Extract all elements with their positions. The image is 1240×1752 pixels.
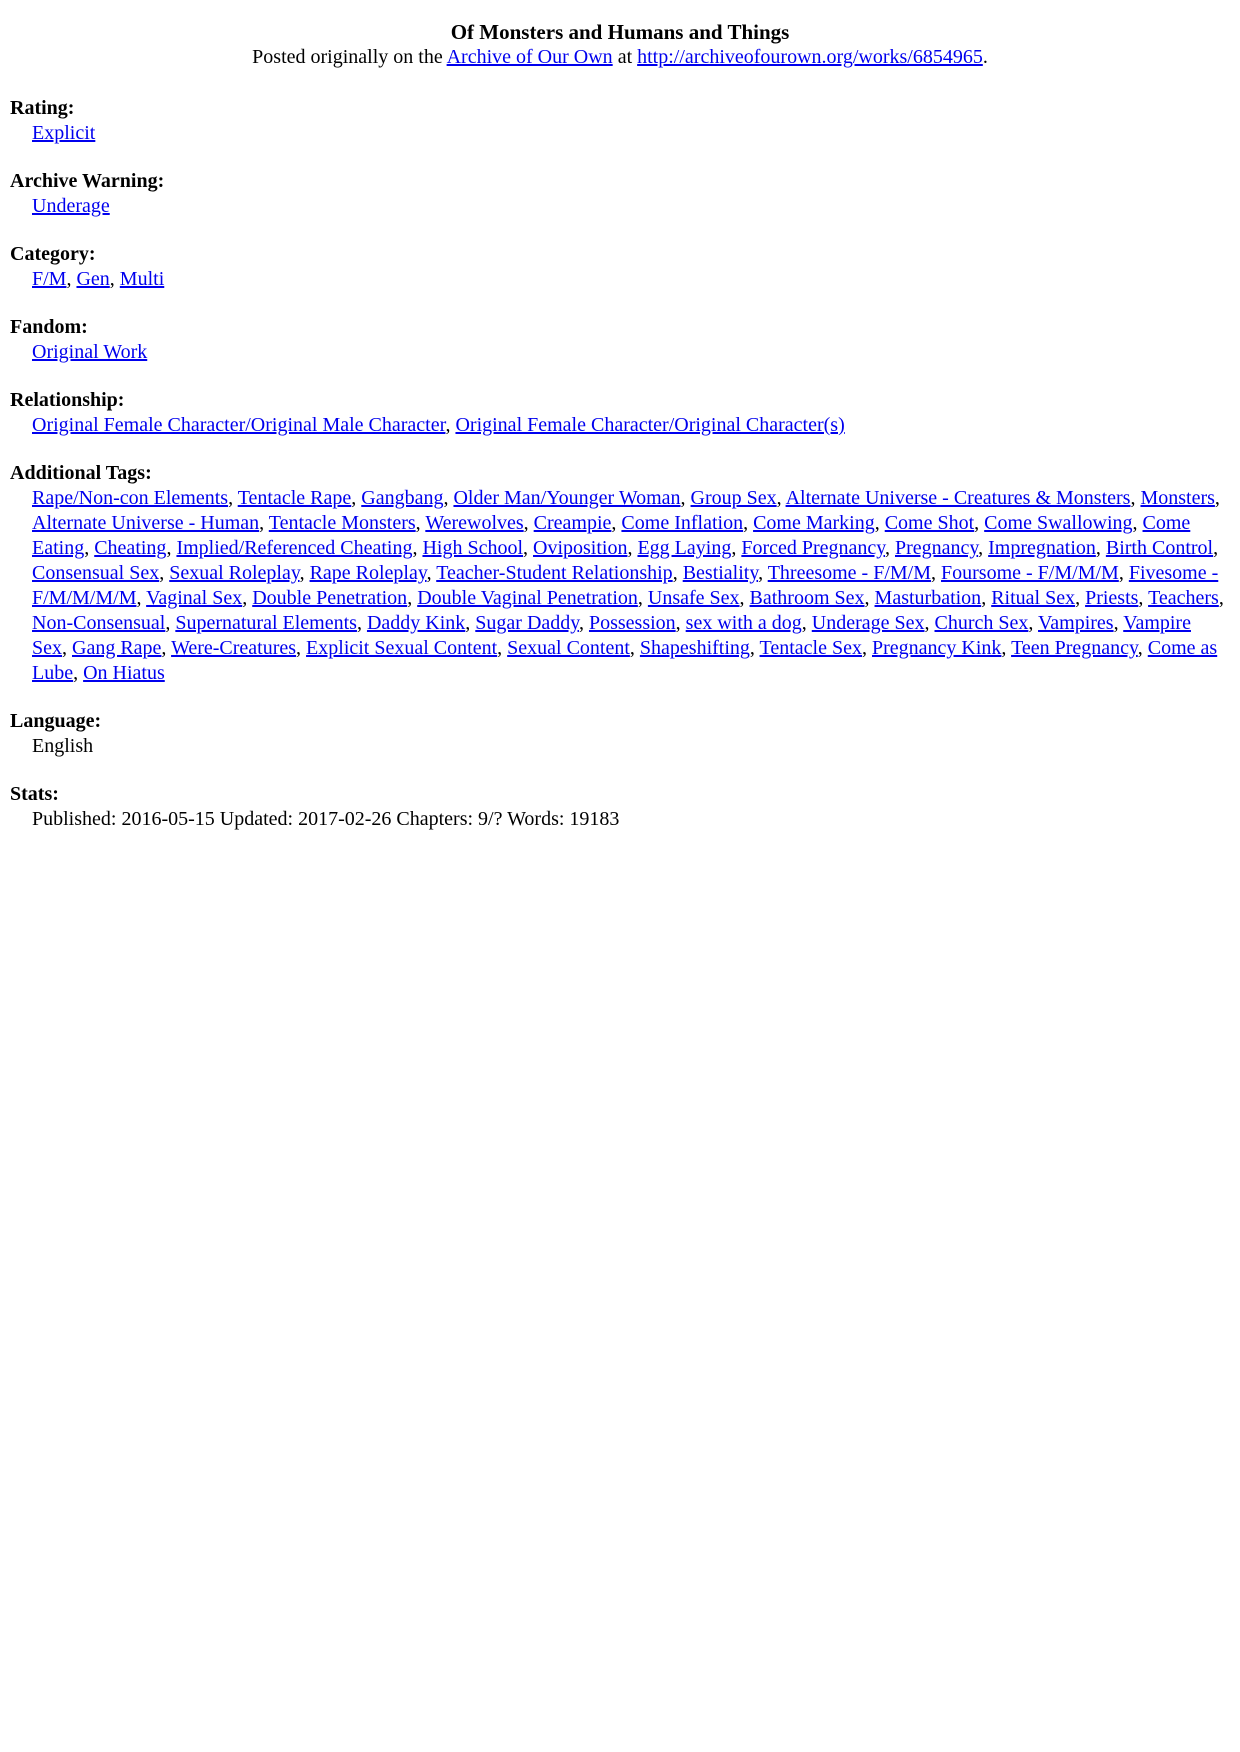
tag-link[interactable]: Vampires — [1038, 612, 1114, 634]
tag-link[interactable]: Masturbation — [874, 587, 982, 609]
meta-value — [32, 340, 1230, 365]
tag-link[interactable]: Pregnancy — [895, 537, 979, 559]
work-title: Of Monsters and Humans and Things — [450, 20, 790, 44]
tag-link[interactable]: Double Vaginal Penetration — [417, 587, 638, 609]
meta-label: Fandom: — [10, 316, 88, 338]
tag-link[interactable]: Threesome - F/M/M — [767, 562, 932, 584]
tag-link[interactable]: Impregnation — [988, 537, 1096, 559]
tag-link[interactable]: Werewolves — [425, 512, 524, 534]
tag-link[interactable]: Sugar Daddy — [475, 612, 579, 634]
tag-link[interactable]: Creampie — [533, 512, 612, 534]
meta-label: Category: — [10, 243, 96, 265]
tag-link[interactable]: Daddy Kink — [366, 612, 466, 634]
meta-text: Published: 2016-05-15 Updated: 2017-02-26 Chapters: 9/? Words: 19183 — [32, 808, 620, 830]
tag-link[interactable]: Unsafe Sex — [647, 587, 740, 609]
tag-link[interactable]: Alternate Universe - Creatures & Monsters — [785, 487, 1131, 509]
meta-text: English — [32, 735, 94, 757]
tag-link[interactable]: Tentacle Rape — [237, 487, 352, 509]
tag-link[interactable]: Come as Lube — [32, 637, 1218, 684]
tag-link[interactable]: High School — [422, 537, 524, 559]
work-meta-list — [10, 96, 1230, 832]
tag-link[interactable]: Come Shot — [884, 512, 975, 534]
tag-link[interactable]: Cheating — [94, 537, 167, 559]
meta-value — [32, 734, 1230, 759]
tag-link[interactable]: Possession — [588, 612, 676, 634]
tag-link[interactable]: Original Female Character/Original Male Character — [32, 414, 446, 436]
tag-link[interactable]: Gangbang — [361, 487, 444, 509]
tag-link[interactable]: Pregnancy Kink — [872, 637, 1002, 659]
tag-link[interactable]: Gen — [76, 268, 110, 290]
tag-link[interactable]: Come Swallowing — [984, 512, 1133, 534]
tag-link[interactable]: Supernatural Elements — [175, 612, 357, 634]
tag-link[interactable]: Come Inflation — [621, 512, 744, 534]
meta-label: Stats: — [10, 783, 59, 805]
tag-link[interactable]: Underage Sex — [811, 612, 925, 634]
tag-link[interactable]: Priests — [1085, 587, 1139, 609]
tag-link[interactable]: On Hiatus — [83, 662, 165, 684]
tag-link[interactable]: Sexual Roleplay — [169, 562, 300, 584]
meta-value — [32, 807, 1230, 832]
meta-label: Rating: — [10, 97, 75, 119]
tag-link[interactable]: Teacher-Student Relationship — [436, 562, 673, 584]
tag-link[interactable]: Forced Pregnancy — [741, 537, 885, 559]
tag-link[interactable]: Explicit — [32, 122, 96, 144]
tag-link[interactable]: Double Penetration — [252, 587, 408, 609]
meta-value — [32, 121, 1230, 146]
meta-label: Archive Warning: — [10, 170, 165, 192]
tag-link[interactable]: Rape Roleplay — [309, 562, 427, 584]
tag-link[interactable]: Vampire Sex — [32, 612, 1191, 659]
meta-label: Language: — [10, 710, 102, 732]
tag-link[interactable]: Monsters — [1140, 487, 1215, 509]
meta-value — [32, 194, 1230, 219]
tag-link[interactable]: Group Sex — [690, 487, 777, 509]
tag-link[interactable]: F/M — [32, 268, 67, 290]
meta-label: Relationship: — [10, 389, 125, 411]
tag-link[interactable]: Oviposition — [533, 537, 628, 559]
tag-link[interactable]: Sexual Content — [507, 637, 630, 659]
tag-link[interactable]: Tentacle Sex — [759, 637, 862, 659]
tag-link[interactable]: Rape/Non-con Elements — [32, 487, 229, 509]
tag-link[interactable]: Gang Rape — [72, 637, 162, 659]
tag-link[interactable]: Implied/Referenced Cheating — [176, 537, 413, 559]
tag-link[interactable]: Teen Pregnancy — [1011, 637, 1138, 659]
tag-link[interactable]: Underage — [32, 195, 110, 217]
meta-value: Original Female Character/Original Male Character, Original Female Character/Original Character(s) — [32, 414, 845, 436]
posted-mid: at — [612, 46, 638, 68]
tag-link[interactable]: Teachers — [1148, 587, 1219, 609]
tag-link[interactable]: Ritual Sex — [991, 587, 1076, 609]
archive-of-our-own-link[interactable]: Archive of Our Own — [446, 46, 613, 68]
tag-link[interactable]: Older Man/Younger Woman — [453, 487, 681, 509]
work-header — [10, 20, 1230, 70]
tag-link[interactable]: Consensual Sex — [32, 562, 160, 584]
tag-link[interactable]: Shapeshifting — [639, 637, 750, 659]
tag-link[interactable]: Come Eating — [32, 512, 1191, 559]
tag-link[interactable]: Come Marking — [753, 512, 875, 534]
tag-link[interactable]: Multi — [119, 268, 165, 290]
tag-link[interactable]: Original Female Character/Original Character(s) — [455, 414, 845, 436]
tag-link[interactable]: Alternate Universe - Human — [32, 512, 260, 534]
tag-link[interactable]: Tentacle Monsters — [268, 512, 416, 534]
tag-link[interactable]: Bestiality — [682, 562, 759, 584]
tag-link[interactable]: Foursome - F/M/M/M — [941, 562, 1119, 584]
work-preface — [10, 20, 1230, 832]
meta-value: F/M, Gen, Multi — [32, 268, 165, 290]
tag-link[interactable]: Bathroom Sex — [749, 587, 865, 609]
tag-link[interactable]: Original Work — [32, 341, 148, 363]
tag-link[interactable]: sex with a dog — [685, 612, 802, 634]
tag-link[interactable]: Fivesome - F/M/M/M/M — [32, 562, 1219, 609]
meta-label: Additional Tags: — [10, 462, 152, 484]
tag-link[interactable]: Explicit Sexual Content — [306, 637, 498, 659]
tag-link[interactable]: Egg Laying — [637, 537, 732, 559]
meta-value: Rape/Non-con Elements, Tentacle Rape, Gangbang, Older Man/Younger Woman, Group Sex, Alternate Universe - Creatures & Monsters, Monsters, Alternate Universe - Human, Tentacle Monsters, Werewolves, Creampie, Come Inflation, Come Marking, Come Shot, Come Swallowing, Come Eating, Cheating, Implied/Referenced Cheating, High School, Oviposition, Egg Laying, Forced Pregnancy, Pregnancy, Impregnation, Birth Control, Consensual Sex, Sexual Roleplay, Rape Roleplay, Teacher-Student Relationship, Bestiality, Threesome - F/M/M, Foursome - F/M/M/M, Fivesome - F/M/M/M/M, Vaginal Sex, Double Penetration, Double Vaginal Penetration, Unsafe Sex, Bathroom Sex, Masturbation, Ritual Sex, Priests, Teachers, Non-Consensual, Supernatural Elements, Daddy Kink, Sugar Daddy, Possession, sex with a dog, Underage Sex, Church Sex, Vampires, Vampire Sex, Gang Rape, Were-Creatures, Explicit Sexual Content, Sexual Content, Shapeshifting, Tentacle Sex, Pregnancy Kink, Teen Pregnancy, Come as Lube, On Hiatus — [32, 487, 1224, 684]
tag-link[interactable]: Birth Control — [1105, 537, 1214, 559]
posted-prefix: Posted originally on the — [252, 46, 447, 68]
posted-line — [10, 45, 1230, 70]
tag-link[interactable]: Church Sex — [934, 612, 1029, 634]
tag-link[interactable]: Vaginal Sex — [146, 587, 243, 609]
posted-suffix: . — [982, 46, 988, 68]
work-url-link[interactable]: http://archiveofourown.org/works/6854965 — [637, 46, 983, 68]
tag-link[interactable]: Non-Consensual — [32, 612, 166, 634]
tag-link[interactable]: Were-Creatures — [171, 637, 297, 659]
